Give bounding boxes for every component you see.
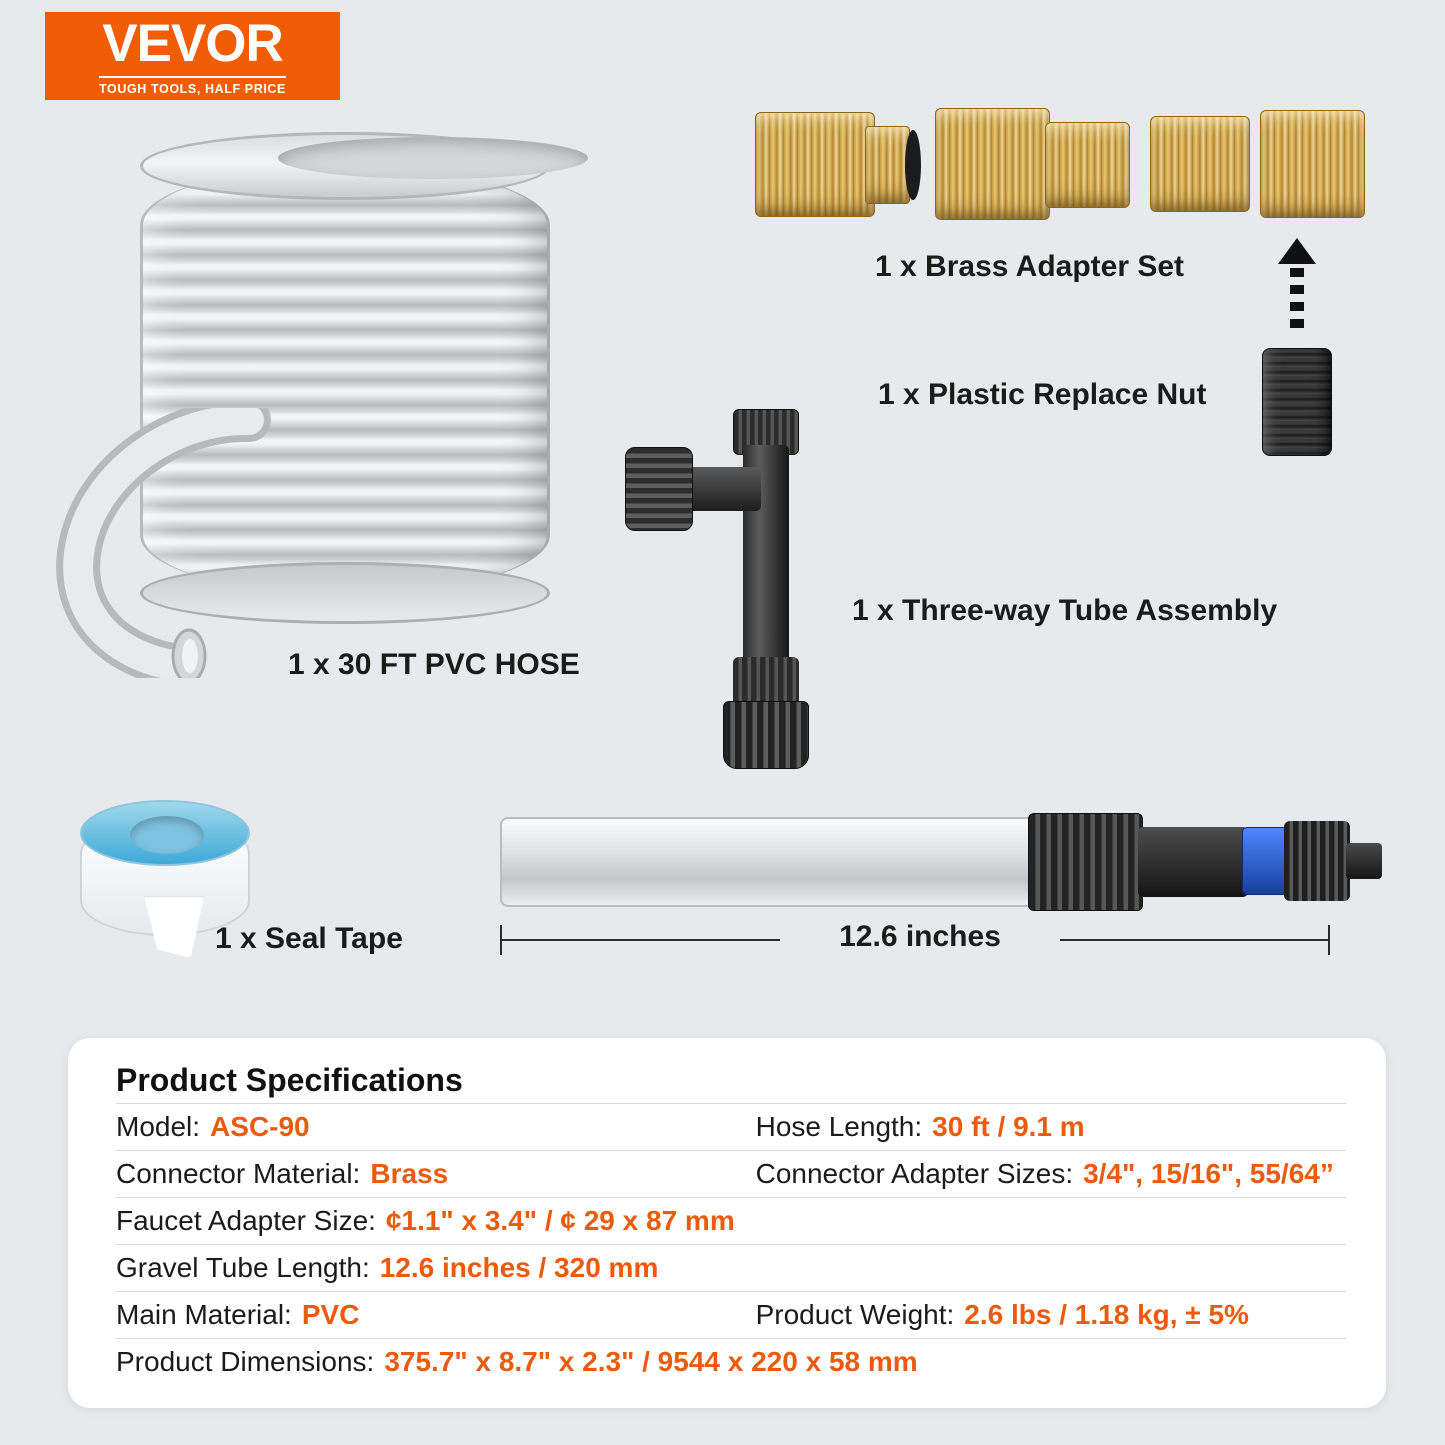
spec-row xyxy=(116,1339,1346,1385)
spec-value: Brass xyxy=(370,1158,449,1189)
brand-name: VEVOR xyxy=(102,13,283,73)
tee-knob xyxy=(625,447,693,531)
spec-row xyxy=(116,1104,1346,1151)
gravel-tube-tip xyxy=(1346,843,1382,879)
spec-row xyxy=(116,1292,1346,1339)
label-plastic-replace-nut: 1 x Plastic Replace Nut xyxy=(878,378,1207,411)
spec-main-material xyxy=(116,1299,756,1331)
tape-core-hole xyxy=(130,816,204,854)
brass-adapter-set-image xyxy=(745,100,1345,235)
spec-key: Product Dimensions: xyxy=(116,1346,375,1377)
label-seal-tape: 1 x Seal Tape xyxy=(215,922,403,955)
hose-free-end xyxy=(49,408,279,678)
gravel-tube-blue-valve xyxy=(1242,827,1288,895)
spec-value: 2.6 lbs / 1.18 kg, ± 5% xyxy=(964,1299,1249,1330)
gravel-tube-image xyxy=(500,805,1350,925)
spec-model xyxy=(116,1111,756,1143)
spec-key: Gravel Tube Length: xyxy=(116,1252,370,1283)
brass-fitting-2 xyxy=(935,108,1050,220)
spec-value: ASC-90 xyxy=(210,1111,310,1142)
spec-faucet-adapter-size xyxy=(116,1205,1346,1237)
brand-tagline: TOUGH TOOLS, HALF PRICE xyxy=(99,76,286,96)
spec-key: Model: xyxy=(116,1111,201,1142)
tee-base-nut xyxy=(723,701,809,769)
brass-fitting-1 xyxy=(755,112,875,217)
label-brass-adapter-set: 1 x Brass Adapter Set xyxy=(875,250,1185,283)
gravel-tube-collar xyxy=(1028,813,1143,911)
spec-key: Connector Adapter Sizes: xyxy=(755,1158,1074,1189)
tape-roll-top xyxy=(80,800,250,866)
specs-title: Product Specifications xyxy=(116,1062,463,1098)
plastic-replace-nut-image xyxy=(1262,348,1332,456)
three-way-tube-image xyxy=(615,395,845,770)
gravel-tube-neck xyxy=(1138,827,1248,897)
label-pvc-hose: 1 x 30 FT PVC HOSE xyxy=(288,648,580,681)
hose-coil-top xyxy=(140,132,550,200)
brass-fitting-4 xyxy=(1260,110,1365,218)
brass-fitting-3 xyxy=(1150,116,1250,212)
gravel-tube-clear-body xyxy=(500,817,1040,907)
brand-logo xyxy=(45,12,340,100)
brass-fitting-2-thread xyxy=(1045,122,1130,208)
brass-fitting-1-thread xyxy=(865,126,910,204)
pvc-hose-coil-image xyxy=(55,150,615,710)
spec-connector-adapter-sizes xyxy=(756,1158,1346,1190)
label-three-way-tube: 1 x Three-way Tube Assembly xyxy=(852,594,1278,627)
spec-value: 375.7" x 8.7" x 2.3" / 9544 x 220 x 58 mm xyxy=(384,1346,918,1377)
gravel-tube-end-nut xyxy=(1284,821,1350,901)
spec-connector-material xyxy=(116,1158,756,1190)
product-specifications-panel xyxy=(68,1038,1386,1408)
hose-coil-top-inner xyxy=(278,137,588,179)
spec-row xyxy=(116,1245,1346,1292)
rubber-o-ring xyxy=(905,130,921,200)
spec-value: 30 ft / 9.1 m xyxy=(932,1111,1085,1142)
spec-product-weight xyxy=(756,1299,1346,1331)
spec-row xyxy=(116,1151,1346,1198)
spec-row xyxy=(116,1198,1346,1245)
spec-value: 3/4", 15/16", 55/64” xyxy=(1083,1158,1334,1189)
dimension-value: 12.6 inches xyxy=(780,920,1060,954)
spec-gravel-tube-length xyxy=(116,1252,1346,1284)
up-arrow-icon xyxy=(1278,238,1318,333)
spec-hose-length xyxy=(756,1111,1346,1143)
spec-product-dimensions xyxy=(116,1346,1346,1378)
tape-loose-end xyxy=(144,896,204,958)
spec-value: PVC xyxy=(301,1299,360,1330)
spec-value: 12.6 inches / 320 mm xyxy=(379,1252,659,1283)
spec-key: Product Weight: xyxy=(755,1299,955,1330)
spec-value: ¢1.1" x 3.4" / ¢ 29 x 87 mm xyxy=(385,1205,735,1236)
gravel-tube-dimension xyxy=(500,920,1330,960)
spec-key: Main Material: xyxy=(116,1299,292,1330)
spec-key: Hose Length: xyxy=(755,1111,923,1142)
spec-key: Connector Material: xyxy=(116,1158,361,1189)
spec-key: Faucet Adapter Size: xyxy=(116,1205,376,1236)
